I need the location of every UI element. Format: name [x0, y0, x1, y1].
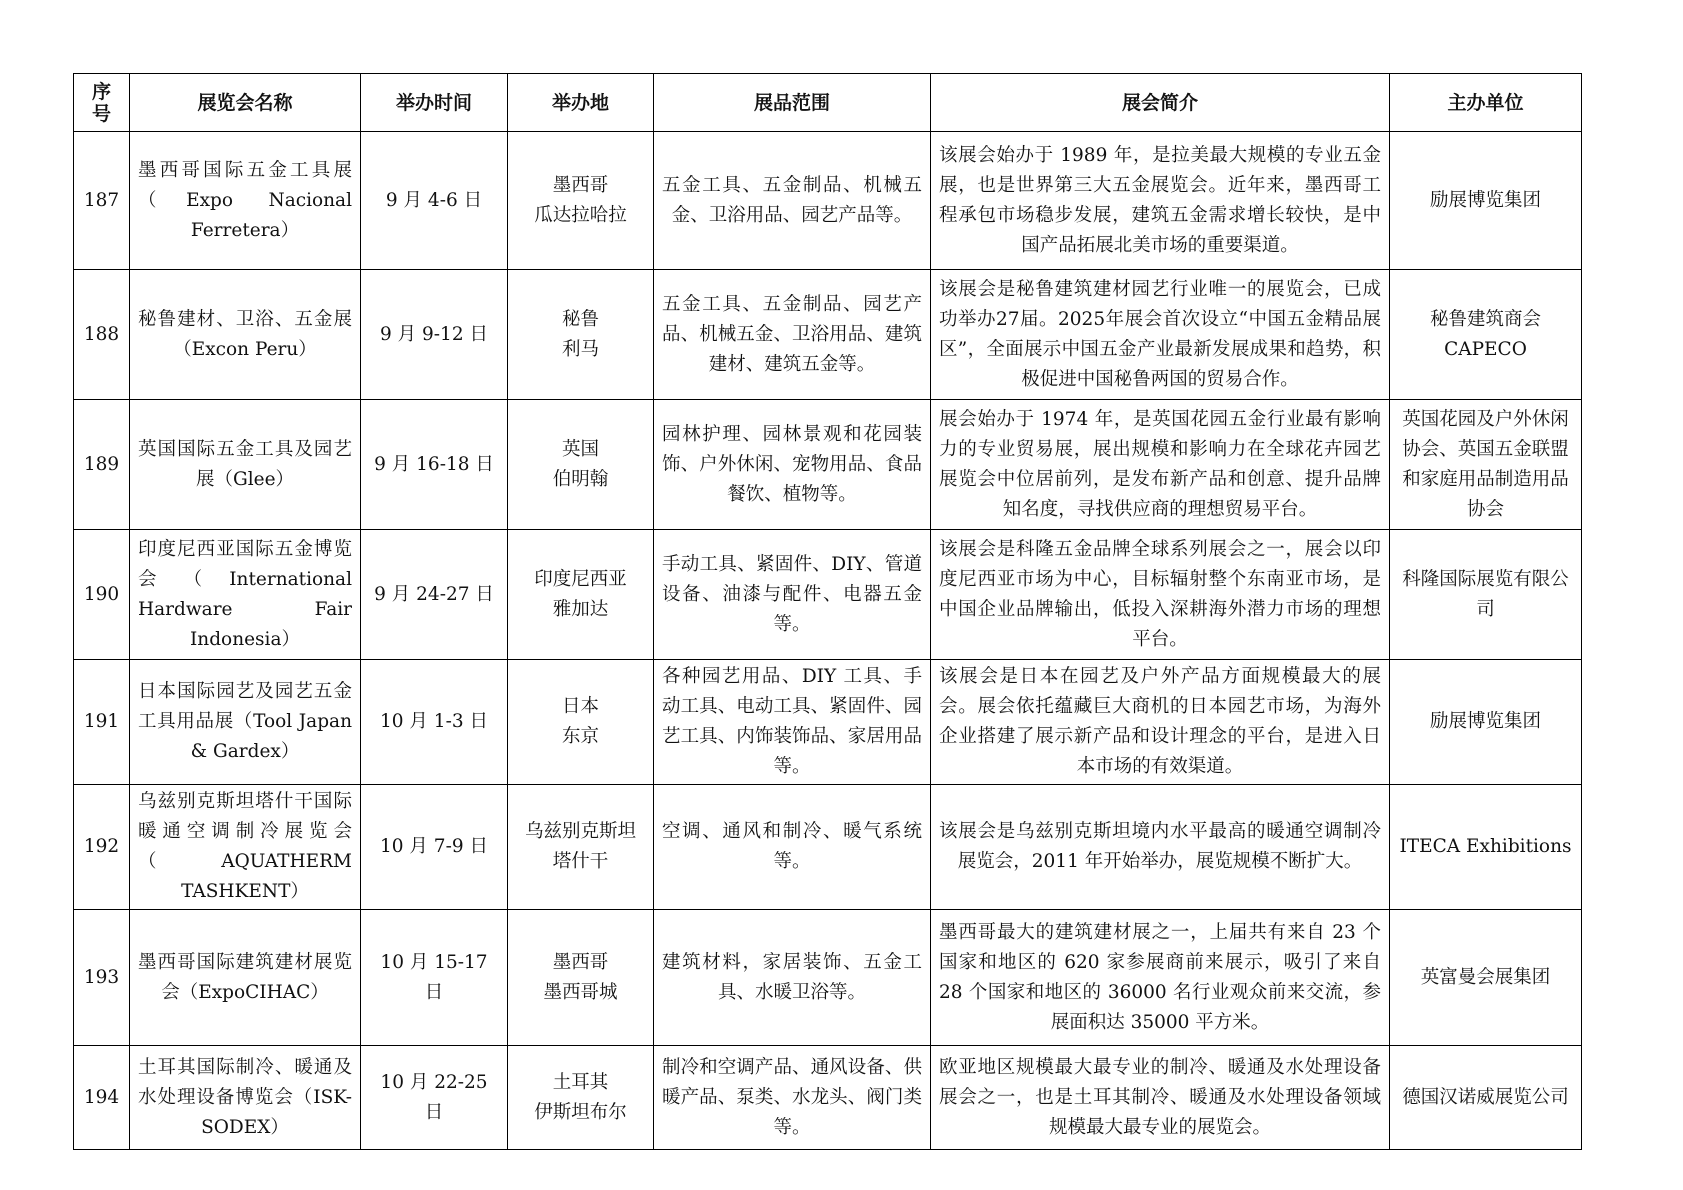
row-organizer: 英富曼会展集团 — [1390, 910, 1582, 1046]
row-organizer: 德国汉诺威展览公司 — [1390, 1046, 1582, 1150]
row-country: 日本 — [561, 696, 599, 717]
row-scope: 手动工具、紧固件、DIY、管道设备、油漆与配件、电器五金等。 — [654, 530, 931, 660]
row-exhibition-name: 墨西哥国际五金工具展（Expo Nacional Ferretera） — [130, 132, 361, 270]
row-city: 伊斯坦布尔 — [534, 1101, 627, 1123]
row-city: 利马 — [561, 338, 599, 360]
row-organizer: 科隆国际展览有限公司 — [1390, 530, 1582, 660]
row-date: 9 月 16-18 日 — [361, 400, 508, 530]
row-city: 墨西哥城 — [543, 981, 618, 1003]
row-country: 墨西哥 — [552, 951, 609, 973]
row-organizer: ITECA Exhibitions — [1390, 785, 1582, 910]
row-seq: 191 — [74, 660, 130, 785]
row-scope: 建筑材料，家居装饰、五金工具、水暖卫浴等。 — [654, 910, 931, 1046]
header-seq — [74, 74, 130, 132]
row-city: 瓜达拉哈拉 — [534, 204, 627, 226]
row-date: 10 月 15-17 日 — [361, 910, 508, 1046]
table-row — [74, 910, 1582, 1046]
row-seq: 194 — [74, 1046, 130, 1150]
row-intro: 该展会是科隆五金品牌全球系列展会之一，展会以印度尼西亚市场为中心，目标辐射整个东南亚市场，是中国企业品牌输出，低投入深耕海外潜力市场的理想平台。 — [931, 530, 1390, 660]
row-city: 雅加达 — [552, 598, 609, 620]
row-date: 9 月 9-12 日 — [361, 270, 508, 400]
row-seq: 190 — [74, 530, 130, 660]
row-exhibition-name: 日本国际园艺及园艺五金工具用品展（Tool Japan & Gardex） — [130, 660, 361, 785]
row-intro: 墨西哥最大的建筑建材展之一，上届共有来自 23 个国家和地区的 620 家参展商前来展示，吸引了来自 28 个国家和地区的 36000 名行业观众前来交流，参展面积达 35000 平方米。 — [931, 910, 1390, 1046]
row-seq: 187 — [74, 132, 130, 270]
row-organizer: 秘鲁建筑商会 CAPECO — [1390, 270, 1582, 400]
row-location — [508, 660, 654, 785]
table-row — [74, 530, 1582, 660]
table-row — [74, 270, 1582, 400]
row-location — [508, 400, 654, 530]
row-scope: 园林护理、园林景观和花园装饰、户外休闲、宠物用品、食品餐饮、植物等。 — [654, 400, 931, 530]
row-date: 9 月 24-27 日 — [361, 530, 508, 660]
header-seq-char: 序 — [91, 80, 111, 103]
row-location — [508, 132, 654, 270]
row-location — [508, 270, 654, 400]
row-location — [508, 1046, 654, 1150]
row-exhibition-name: 秘鲁建材、卫浴、五金展（Excon Peru） — [130, 270, 361, 400]
header-intro: 展会简介 — [931, 74, 1390, 132]
row-exhibition-name: 乌兹别克斯坦塔什干国际暖通空调制冷展览会（AQUATHERM TASHKENT） — [130, 785, 361, 910]
exhibition-table — [73, 73, 1582, 1150]
table-row — [74, 785, 1582, 910]
row-location — [508, 785, 654, 910]
row-seq: 188 — [74, 270, 130, 400]
table-header-row — [74, 74, 1582, 132]
row-date: 9 月 4-6 日 — [361, 132, 508, 270]
row-location — [508, 910, 654, 1046]
row-intro: 该展会是乌兹别克斯坦境内水平最高的暖通空调制冷展览会，2011 年开始举办，展览规模不断扩大。 — [931, 785, 1390, 910]
row-intro: 欧亚地区规模最大最专业的制冷、暖通及水处理设备展会之一，也是土耳其制冷、暖通及水处理设备领域规模最大最专业的展览会。 — [931, 1046, 1390, 1150]
row-country: 印度尼西亚 — [534, 568, 627, 590]
row-location — [508, 530, 654, 660]
row-intro: 该展会始办于 1989 年，是拉美最大规模的专业五金展，也是世界第三大五金展览会。近年来，墨西哥工程承包市场稳步发展，建筑五金需求增长较快，是中国产品拓展北美市场的重要渠道。 — [931, 132, 1390, 270]
header-organizer: 主办单位 — [1390, 74, 1582, 132]
row-city: 塔什干 — [552, 851, 609, 872]
row-organizer: 英国花园及户外休闲协会、英国五金联盟和家庭用品制造用品协会 — [1390, 400, 1582, 530]
row-date: 10 月 1-3 日 — [361, 660, 508, 785]
row-country: 乌兹别克斯坦 — [524, 821, 636, 842]
row-date: 10 月 22-25 日 — [361, 1046, 508, 1150]
row-exhibition-name: 墨西哥国际建筑建材展览会（ExpoCIHAC） — [130, 910, 361, 1046]
row-organizer: 励展博览集团 — [1390, 132, 1582, 270]
row-intro: 该展会是日本在园艺及户外产品方面规模最大的展会。展会依托蕴藏巨大商机的日本园艺市场，为海外企业搭建了展示新产品和设计理念的平台，是进入日本市场的有效渠道。 — [931, 660, 1390, 785]
row-intro: 展会始办于 1974 年，是英国花园五金行业最有影响力的专业贸易展，展出规模和影响力在全球花卉园艺展览会中位居前列，是发布新产品和创意、提升品牌知名度，寻找供应商的理想贸易平台。 — [931, 400, 1390, 530]
header-time: 举办时间 — [361, 74, 508, 132]
header-name: 展览会名称 — [130, 74, 361, 132]
row-scope: 空调、通风和制冷、暖气系统等。 — [654, 785, 931, 910]
row-country: 土耳其 — [552, 1071, 609, 1093]
header-place: 举办地 — [508, 74, 654, 132]
row-scope: 五金工具、五金制品、机械五金、卫浴用品、园艺产品等。 — [654, 132, 931, 270]
row-country: 秘鲁 — [561, 308, 599, 330]
row-organizer: 励展博览集团 — [1390, 660, 1582, 785]
row-exhibition-name: 英国国际五金工具及园艺展（Glee） — [130, 400, 361, 530]
row-intro: 该展会是秘鲁建筑建材园艺行业唯一的展览会，已成功举办27届。2025年展会首次设立“中国五金精品展区”，全面展示中国五金产业最新发展成果和趋势，积极促进中国秘鲁两国的贸易合作。 — [931, 270, 1390, 400]
row-country: 英国 — [561, 438, 599, 460]
row-date: 10 月 7-9 日 — [361, 785, 508, 910]
row-seq: 193 — [74, 910, 130, 1046]
table-row — [74, 400, 1582, 530]
table-row — [74, 132, 1582, 270]
row-scope: 各种园艺用品、DIY 工具、手动工具、电动工具、紧固件、园艺工具、内饰装饰品、家居用品等。 — [654, 660, 931, 785]
row-exhibition-name: 土耳其国际制冷、暖通及水处理设备博览会（ISK-SODEX） — [130, 1046, 361, 1150]
table-row — [74, 660, 1582, 785]
table-row — [74, 1046, 1582, 1150]
row-city: 伯明翰 — [552, 468, 609, 490]
row-country: 墨西哥 — [552, 174, 609, 196]
row-exhibition-name: 印度尼西亚国际五金博览会（International Hardware Fair Indonesia） — [130, 530, 361, 660]
header-seq-char: 号 — [91, 102, 111, 125]
row-seq: 192 — [74, 785, 130, 910]
header-scope: 展品范围 — [654, 74, 931, 132]
row-seq: 189 — [74, 400, 130, 530]
row-scope: 制冷和空调产品、通风设备、供暖产品、泵类、水龙头、阀门类等。 — [654, 1046, 931, 1150]
row-scope: 五金工具、五金制品、园艺产品、机械五金、卫浴用品、建筑建材、建筑五金等。 — [654, 270, 931, 400]
row-city: 东京 — [561, 726, 599, 747]
